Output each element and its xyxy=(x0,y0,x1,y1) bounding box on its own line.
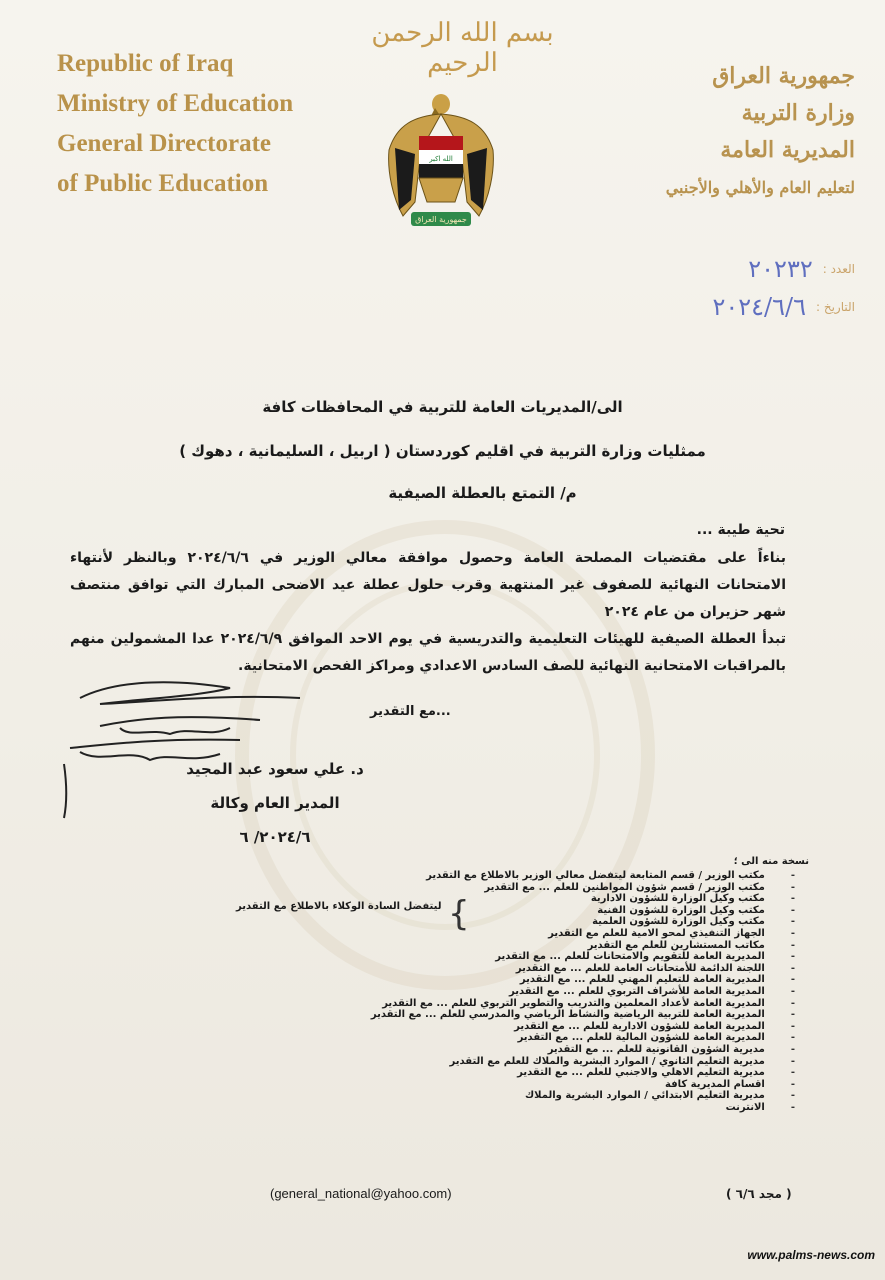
brace-icon: { xyxy=(448,894,470,934)
list-item: -مديرية التعليم الثانوي / الموارد البشرية والملاك للعلم مع التقدير xyxy=(449,1055,795,1067)
list-item: -الانترنت xyxy=(725,1101,795,1113)
footer-code: ( مجد ٦/٦ ) xyxy=(726,1187,792,1201)
iraq-eagle-emblem-icon xyxy=(385,90,497,240)
list-item: -المديرية العامة للشؤون المالية للعلم ... مع التقدير xyxy=(517,1032,795,1044)
signature-date: ٢٠٢٤/٦/ ٦ xyxy=(239,828,311,846)
signatory-title: المدير العام وكالة xyxy=(210,794,340,812)
english-line: Republic of Iraq xyxy=(57,50,234,77)
list-item: -مكتب وكيل الوزارة للشؤون الفنية xyxy=(597,904,795,916)
date-row xyxy=(585,288,855,326)
arabic-line: المديرية العامة xyxy=(720,137,855,163)
signatory-name: د. علي سعود عبد المجيد xyxy=(186,760,364,778)
recipient-line-1: الى/المديريات العامة للتربية في المحافظات كافة xyxy=(262,398,623,416)
list-item: -المديرية العامة للتقويم والامتحانات للعلم ... مع التقدير xyxy=(495,951,795,963)
paragraph-2: تبدأ العطلة الصيفية للهيئات التعليمية والتدريسية في يوم الاحد الموافق ٢٠٢٤/٦/٩ عدا المشمولين منهم بالمراقبات الامتحانية النهائية للصف السادس الاعدادي ومراكز الفحص الامتحانية. xyxy=(70,631,786,674)
list-item: -اللجنة الدائمة للأمتحانات العامة للعلم ... مع التقدير xyxy=(515,962,795,974)
list-item: -المديرية العامة للأشراف التربوي للعلم ... مع التقدير xyxy=(509,985,795,997)
cc-list xyxy=(95,870,795,1113)
arabic-line: لتعليم العام والأهلي والأجنبي xyxy=(665,178,855,197)
footer-email: (general_national@yahoo.com) xyxy=(270,1186,452,1201)
list-item: -مكتب وكيل الوزارة للشؤون الادارية xyxy=(590,893,795,905)
list-item: -مديرية الشؤون القانونية للعلم ... مع التقدير xyxy=(547,1043,795,1055)
recipient-line-2: ممثليات وزارة التربية في اقليم كوردستان ( اربيل ، السليمانية ، دهوك ) xyxy=(179,442,706,460)
list-item: -المديرية العامة لأعداد المعلمين والتدريب والتطوير التربوي للعلم ... مع التقدير xyxy=(382,997,795,1009)
greeting: تحية طيبة ... xyxy=(696,522,785,538)
arabic-letterhead xyxy=(625,58,855,206)
list-item: -المديرية العامة للشؤون الادارية للعلم ... مع التقدير xyxy=(514,1020,795,1032)
date-label: التاريخ : xyxy=(815,300,855,314)
arabic-line: وزارة التربية xyxy=(741,100,855,126)
emblem-label: جمهورية العراق xyxy=(415,215,467,224)
list-item: -مكتب وكيل الوزارة للشؤون العلمية xyxy=(592,916,795,928)
brace-note: ليتفضل السادة الوكلاء بالاطلاع مع التقدير xyxy=(236,901,442,912)
list-item: -مكتب الوزير / قسم المتابعة ليتفضل معالي الوزير بالاطلاع مع التقدير xyxy=(426,870,795,881)
paragraph-1: بناءاً على مقتضيات المصلحة العامة وحصول موافقة معالي الوزير في ٢٠٢٤/٦/٦ وبالنظر لأنتهاء الامتحانات النهائية للصفوف غير المنتهية وقرب حلول عطلة عيد الاضحى المبارك التي توافق منتصف شهر حزيران من عام ٢٠٢٤ xyxy=(70,550,786,620)
source-website: www.palms-news.com xyxy=(747,1248,875,1262)
list-item: -الجهاز التنفيذي لمحو الامية للعلم مع التقدير xyxy=(548,927,795,939)
english-letterhead xyxy=(57,44,293,204)
list-item: -المديرية العامة للتربية الرياضية والنشاط الرياضي والمدرسي للعلم ... مع التقدير xyxy=(370,1009,795,1021)
list-item: -اقسام المديرية كافة xyxy=(665,1078,795,1090)
arabic-line: جمهورية العراق xyxy=(712,63,855,89)
list-item: -مكتب الوزير / قسم شؤون المواطنين للعلم ... مع التقدير xyxy=(484,881,795,893)
list-item: -المديرية العامة للتعليم المهني للعلم ... مع التقدير xyxy=(519,974,795,986)
list-item: -مديرية التعليم الاهلي والاجنبي للعلم ... مع التقدير xyxy=(517,1067,795,1079)
letter-body xyxy=(70,545,786,680)
basmala-calligraphy: بسم الله الرحمن الرحيم xyxy=(371,18,554,78)
number-label: العدد : xyxy=(822,262,855,276)
regards-line: ...مع التقدير xyxy=(370,704,451,719)
english-line: General Directorate xyxy=(57,130,272,157)
svg-text:الله اكبر: الله اكبر xyxy=(429,155,453,163)
list-item: -مكاتب المستشارين للعلم مع التقدير xyxy=(587,939,795,951)
signature-block xyxy=(180,752,370,854)
list-item: -مديرية التعليم الابتدائي / الموارد البشرية والملاك xyxy=(525,1090,795,1102)
subject-line: م/ التمتع بالعطلة الصيفية xyxy=(388,484,577,502)
english-line: Ministry of Education xyxy=(57,90,294,117)
english-line: of Public Education xyxy=(57,170,269,197)
date-value: ٢٠٢٤/٦/٦ xyxy=(712,293,806,321)
cc-title: نسخة منه الى ؛ xyxy=(733,856,809,867)
number-row xyxy=(585,250,855,288)
document-meta xyxy=(585,250,855,326)
number-value: ٢٠٢٣٢ xyxy=(748,255,813,283)
